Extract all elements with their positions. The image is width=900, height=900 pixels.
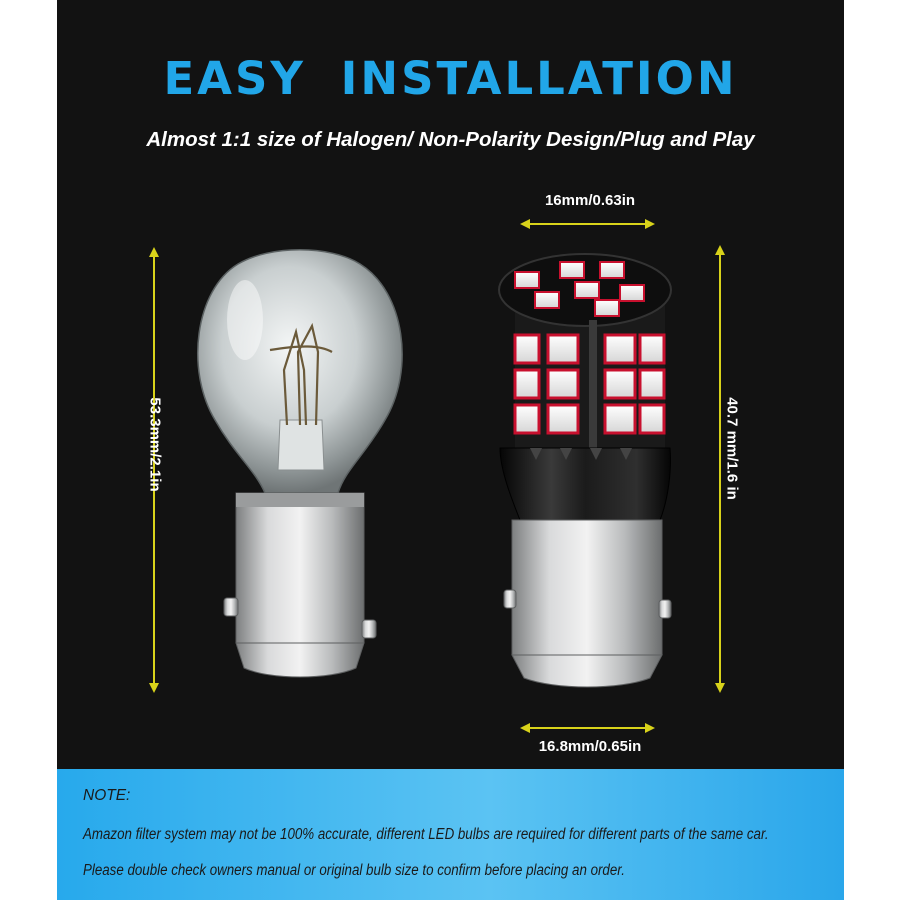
halogen-bulb-image [198, 250, 402, 677]
page-subtitle: Almost 1:1 size of Halogen/ Non-Polarity Design/Plug and Play [146, 128, 755, 151]
note-heading: NOTE: [83, 787, 131, 804]
note-line-1: Amazon filter system may not be 100% accurate, different LED bulbs are required for different parts of the same car. [83, 826, 769, 843]
halogen-height-label: 53.3mm/2.1in [146, 397, 164, 492]
led-bulb-image [499, 254, 671, 687]
led-height-label: 40.7 mm/1.6 in [723, 397, 741, 500]
page-title: EASY INSTALLATION [163, 52, 738, 105]
note-line-2: Please double check owners manual or original bulb size to confirm before placing an order. [83, 862, 625, 879]
led-base-width-label: 16.8mm/0.65in [538, 738, 642, 755]
note-banner [57, 769, 844, 900]
led-top-width-label: 16mm/0.63in [544, 192, 636, 209]
